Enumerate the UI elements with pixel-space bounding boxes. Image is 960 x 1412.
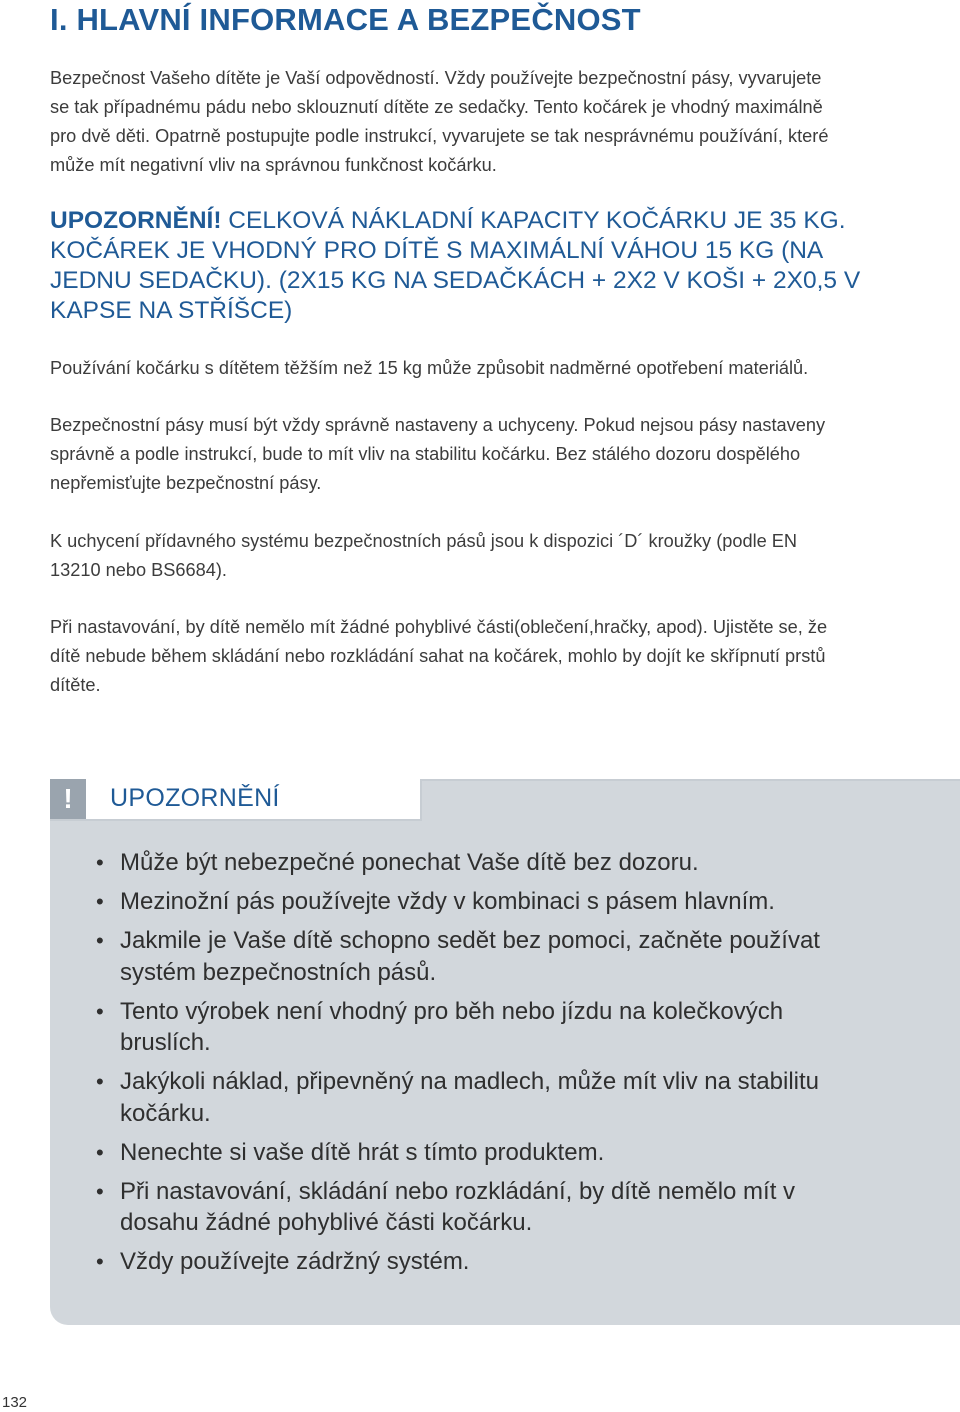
bullet-icon: • xyxy=(96,1139,104,1165)
paragraph-line: K uchycení přídavného systému bezpečnostních pásů jsou k dispozici ´D´ kroužky (podle EN xyxy=(50,531,798,551)
warning-lead: UPOZORNĚNÍ! xyxy=(50,207,222,234)
warning-line: KOČÁREK JE VHODNÝ PRO DÍTĚ S MAXIMÁLNÍ VÁHOU 15 KG (NA xyxy=(50,237,824,264)
list-item-text: Tento výrobek není vhodný pro běh nebo jízdu na kolečkových xyxy=(120,997,784,1025)
list-item xyxy=(96,925,896,988)
bullet-icon: • xyxy=(96,928,104,953)
list-item-text: kočárku. xyxy=(120,1099,211,1127)
page-title: I. HLAVNÍ INFORMACE A BEZPEČNOST xyxy=(50,2,641,37)
paragraph-line: nepřemisťujte bezpečnostní pásy. xyxy=(50,473,322,493)
intro-line: může mít negativní vliv na správnou funkčnost kočárku. xyxy=(50,155,497,175)
list-item xyxy=(96,996,896,1059)
paragraph-line: Při nastavování, by dítě nemělo mít žádné pohyblivé části(oblečení,hračky, apod). Ujistěte se, že xyxy=(50,617,828,637)
list-item xyxy=(96,886,896,918)
paragraph-line: dítě nebude během skládání nebo rozkládání sahat na kočárek, mohlo by dojít ke skřípnutí prstů xyxy=(50,646,826,666)
list-item-text: Jakmile je Vaše dítě schopno sedět bez pomoci, začněte používat xyxy=(120,927,820,954)
list-item xyxy=(96,847,896,879)
intro-line: Bezpečnost Vašeho dítěte je Vaší odpovědností. Vždy používejte bezpečnostní pásy, vyvarujete xyxy=(50,68,822,88)
list-item xyxy=(96,1137,896,1169)
list-item-text: bruslích. xyxy=(120,1029,211,1056)
list-item-text: dosahu žádné pohyblivé části kočárku. xyxy=(120,1209,533,1236)
list-item xyxy=(96,1066,896,1129)
list-item-text: Vždy používejte zádržný systém. xyxy=(120,1248,470,1275)
bullet-icon: • xyxy=(96,1249,104,1274)
paragraph-line: dítěte. xyxy=(50,675,101,695)
paragraph-line: Bezpečnostní pásy musí být vždy správně nastaveny a uchyceny. Pokud nejsou pásy nastaveny xyxy=(50,415,826,435)
intro-paragraph xyxy=(50,64,930,180)
paragraph-line: Používání kočárku s dítětem těžším než 15 kg může způsobit nadměrné opotřebení materiálů. xyxy=(50,358,809,378)
page-number: 132 xyxy=(2,1394,28,1411)
paragraph-line: 13210 nebo BS6684). xyxy=(50,560,227,580)
warning-box xyxy=(50,779,960,1325)
list-item-text: Mezinožní pás používejte vždy v kombinaci s pásem hlavním. xyxy=(120,888,775,915)
bullet-icon: • xyxy=(96,889,104,914)
intro-line: pro dvě děti. Opatrně postupujte podle instrukcí, vyvarujete se tak nesprávnému používání, které xyxy=(50,126,829,146)
warning-list xyxy=(96,847,896,1285)
exclamation-icon: ! xyxy=(50,779,86,819)
overweight-paragraph xyxy=(50,354,930,383)
paragraph-line: správně a podle instrukcí, bude to mít vliv na stabilitu kočárku. Bez stálého dozoru dospělého xyxy=(50,444,801,464)
bullet-icon: • xyxy=(96,850,104,875)
list-item-text: Jakýkoli náklad, připevněný na madlech, může mít vliv na stabilitu xyxy=(120,1068,819,1095)
intro-line: se tak případnému pádu nebo sklouznutí dítěte ze sedačky. Tento kočárek je vhodný maximálně xyxy=(50,97,823,117)
list-item xyxy=(96,1176,896,1239)
list-item xyxy=(96,1246,896,1278)
list-item-text: Může být nebezpečné ponechat Vaše dítě bez dozoru. xyxy=(120,849,699,876)
bullet-icon: • xyxy=(96,1069,104,1094)
warning-box-header xyxy=(50,779,422,821)
d-rings-paragraph xyxy=(50,527,930,585)
list-item-text: Nenechte si vaše dítě hrát s tímto produktem. xyxy=(120,1138,605,1166)
warning-line: KAPSE NA STŘÍŠCE) xyxy=(50,297,293,324)
capacity-warning xyxy=(50,206,930,326)
harness-paragraph xyxy=(50,411,930,498)
adjusting-paragraph xyxy=(50,613,930,700)
bullet-icon: • xyxy=(96,1178,104,1204)
warning-line: CELKOVÁ NÁKLADNÍ KAPACITY KOČÁRKU JE 35 KG. xyxy=(221,207,846,234)
list-item-text: Při nastavování, skládání nebo rozkládání, by dítě nemělo mít v xyxy=(120,1177,796,1205)
warning-line: JEDNU SEDAČKU). (2X15 KG NA SEDAČKÁCH + 2X2 V KOŠI + 2X0,5 V xyxy=(50,267,861,294)
bullet-icon: • xyxy=(96,998,104,1024)
warning-box-title: UPOZORNĚNÍ xyxy=(110,784,280,812)
list-item-text: systém bezpečnostních pásů. xyxy=(120,958,437,986)
